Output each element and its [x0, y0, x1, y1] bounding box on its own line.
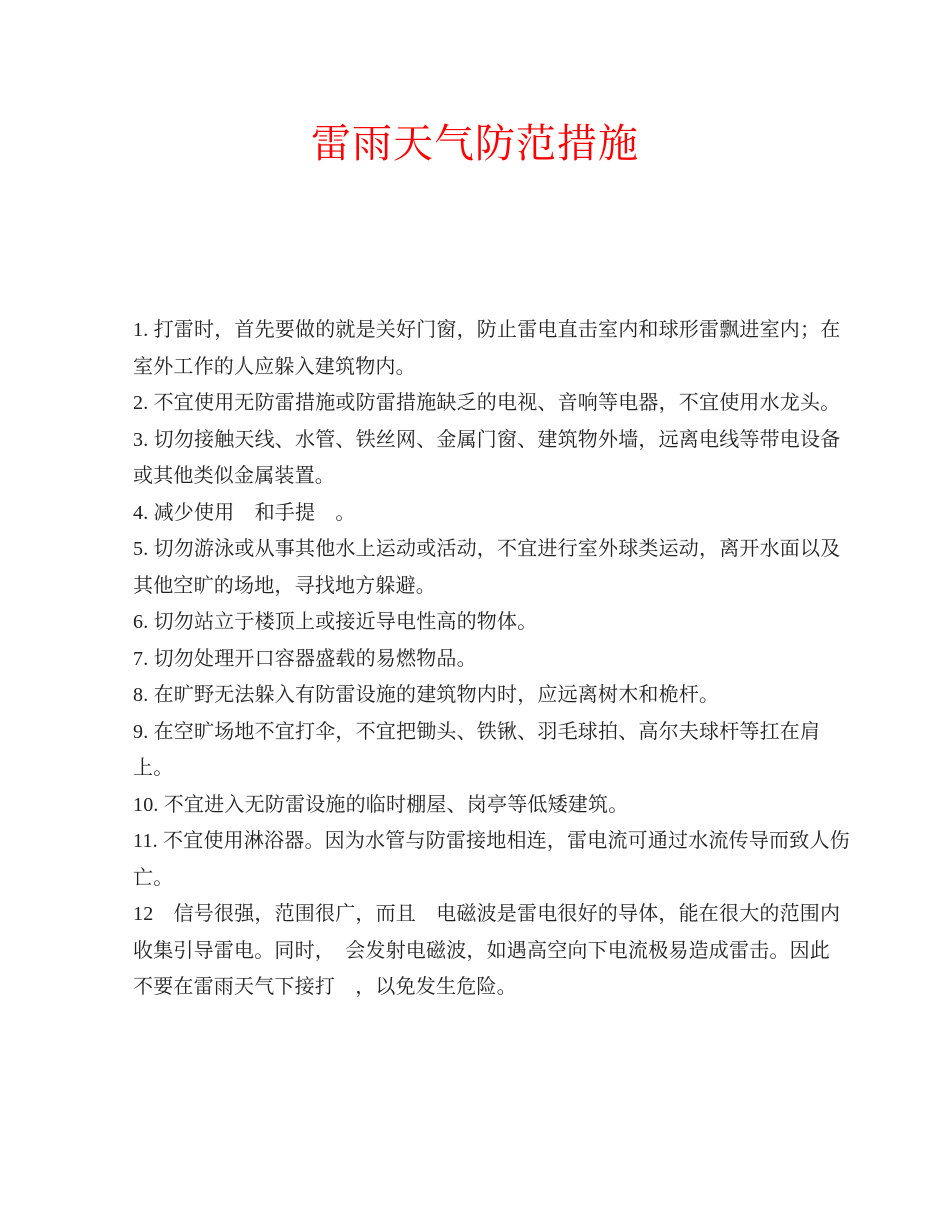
list-item-paragraph	[133, 823, 850, 896]
text-line: 6. 切勿站立于楼顶上或接近导电性高的物体。	[133, 611, 538, 633]
text-line: 7. 切勿处理开口容器盛载的易燃物品。	[133, 647, 477, 670]
text-line: 或其他类似金属装置。	[133, 465, 335, 487]
text-line: 上。	[133, 757, 174, 779]
text-line: 9. 在空旷场地不宜打伞，不宜把锄头、铁锹、羽毛球拍、高尔夫球杆等扛在肩	[133, 720, 821, 743]
text-line: 不要在雷雨天气下接打 ，以免发生危险。	[133, 976, 517, 998]
text-line: 10. 不宜进入无防雷设施的临时棚屋、岗亭等低矮建筑。	[133, 793, 629, 816]
list-item-paragraph	[133, 531, 841, 604]
text-line: 室外工作的人应躲入建筑物内。	[133, 355, 416, 378]
list-item-paragraph	[133, 677, 833, 714]
list-item-paragraph	[133, 641, 833, 678]
list-item-paragraph	[133, 896, 841, 1006]
document-title: 雷雨天气防范措施	[311, 121, 639, 166]
text-line: 2. 不宜使用无防雷措施或防雷措施缺乏的电视、音响等电器，不宜使用水龙头。	[133, 392, 841, 414]
text-line: 收集引导雷电。同时， 会发射电磁波，如遇高空向下电流极易造成雷击。因此	[133, 939, 830, 962]
list-item-paragraph	[133, 422, 841, 495]
text-line: 11. 不宜使用淋浴器。因为水管与防雷接地相连，雷电流可通过水流传导而致人伤	[133, 830, 850, 852]
text-line: 5. 切勿游泳或从事其他水上运动或活动，不宜进行室外球类运动，离开水面以及	[133, 538, 841, 560]
text-line: 其他空旷的场地，寻找地方躲避。	[133, 574, 436, 597]
text-line: 4. 减少使用 和手提 。	[133, 501, 356, 524]
list-item-paragraph	[133, 312, 841, 385]
document-body	[133, 312, 850, 1006]
text-line: 12 信号很强，范围很广，而且 电磁波是雷电很好的导体，能在很大的范围内	[133, 903, 841, 925]
text-line: 1. 打雷时，首先要做的就是关好门窗，防止雷电直击室内和球形雷飘进室内；在	[133, 319, 841, 341]
text-line: 3. 切勿接触天线、水管、铁丝网、金属门窗、建筑物外墙，远离电线等带电设备	[133, 428, 841, 451]
text-line: 8. 在旷野无法躲入有防雷设施的建筑物内时，应远离树木和桅杆。	[133, 684, 720, 706]
list-item-paragraph	[133, 787, 833, 824]
list-item-paragraph	[133, 604, 833, 641]
list-item-paragraph	[133, 385, 841, 422]
list-item-paragraph	[133, 714, 833, 787]
list-item-paragraph	[133, 495, 833, 532]
text-line: 亡。	[133, 866, 174, 889]
